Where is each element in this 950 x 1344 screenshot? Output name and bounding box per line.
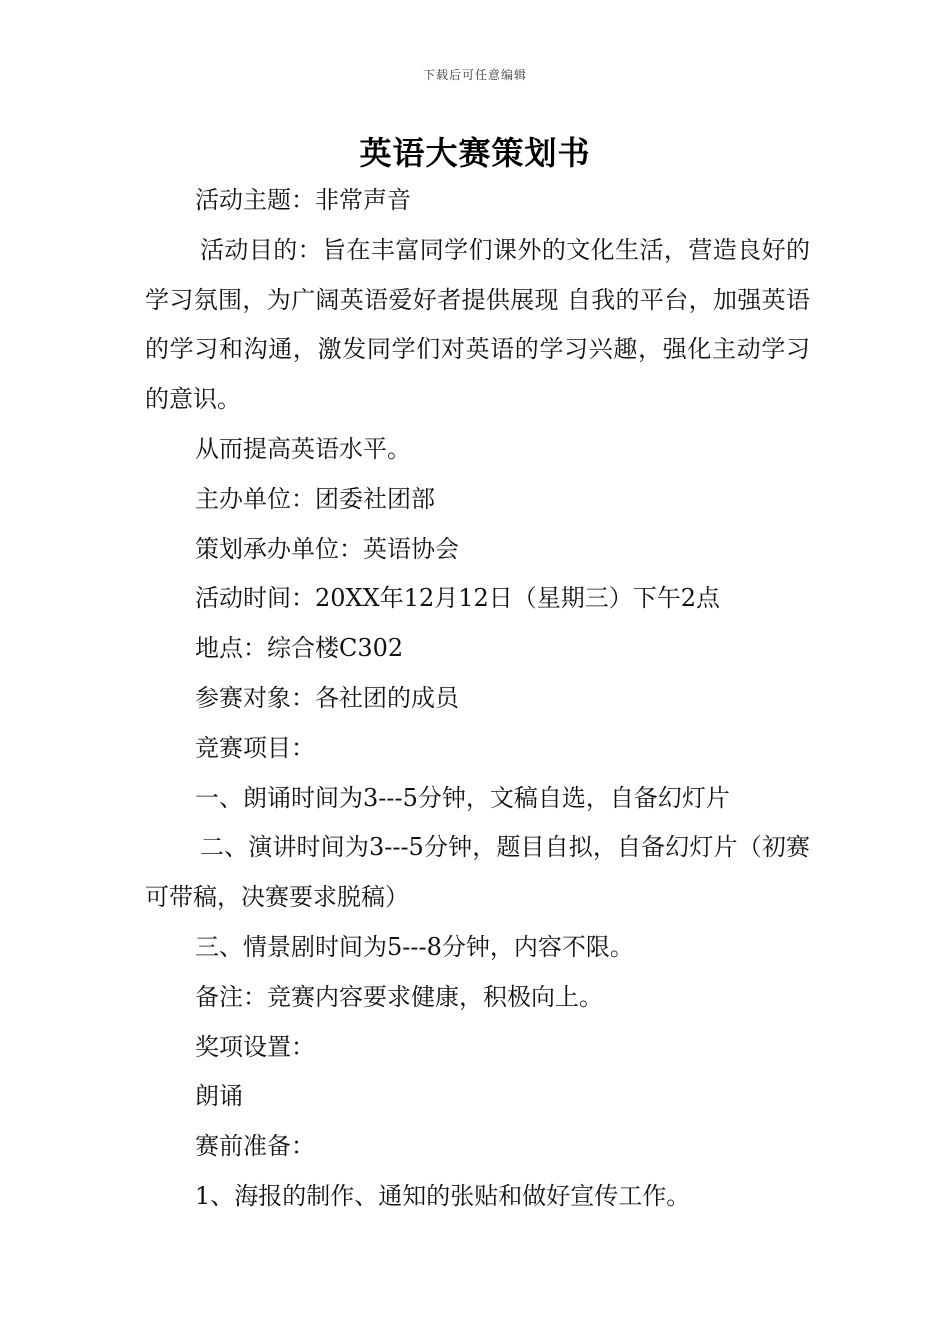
paragraph-event-speech: 二、演讲时间为3---5分钟，题目自拟，自备幻灯片（初赛可带稿，决赛要求脱稿） xyxy=(145,833,810,912)
paragraph-awards-heading: 奖项设置： xyxy=(195,1032,315,1061)
paragraph-note: 备注：竞赛内容要求健康，积极向上。 xyxy=(195,982,603,1011)
paragraph-time: 活动时间：20XX年12月12日（星期三）下午2点 xyxy=(195,584,721,613)
paragraph-purpose: 活动目的：旨在丰富同学们课外的文化生活，营造良好的学习氛围，为广阔英语爱好者提供展现 自我的平台，加强英语的学习和沟通，激发同学们对英语的学习兴趣，强化主动学习的意识。 xyxy=(145,235,810,414)
document-body xyxy=(145,176,810,1222)
document-title: 英语大赛策划书 xyxy=(359,134,591,172)
paragraph-awards-recitation: 朗诵 xyxy=(195,1082,243,1111)
paragraph-preparation-item: 1、海报的制作、通知的张贴和做好宣传工作。 xyxy=(195,1181,691,1210)
paragraph-organizer: 主办单位：团委社团部 xyxy=(195,484,435,513)
paragraph-event-recitation: 一、朗诵时间为3---5分钟，文稿自选，自备幻灯片 xyxy=(195,783,730,812)
paragraph-location: 地点：综合楼C302 xyxy=(195,634,404,663)
paragraph-planner: 策划承办单位：英语协会 xyxy=(195,534,459,563)
paragraph-goal: 从而提高英语水平。 xyxy=(195,434,411,463)
header-note: 下载后可任意编辑 xyxy=(422,68,527,82)
paragraph-participants: 参赛对象：各社团的成员 xyxy=(195,683,459,712)
paragraph-events-heading: 竞赛项目： xyxy=(195,733,315,762)
paragraph-theme: 活动主题：非常声音 xyxy=(195,186,411,214)
paragraph-event-drama: 三、情景剧时间为5---8分钟，内容不限。 xyxy=(195,932,634,961)
paragraph-preparation-heading: 赛前准备： xyxy=(195,1132,315,1161)
